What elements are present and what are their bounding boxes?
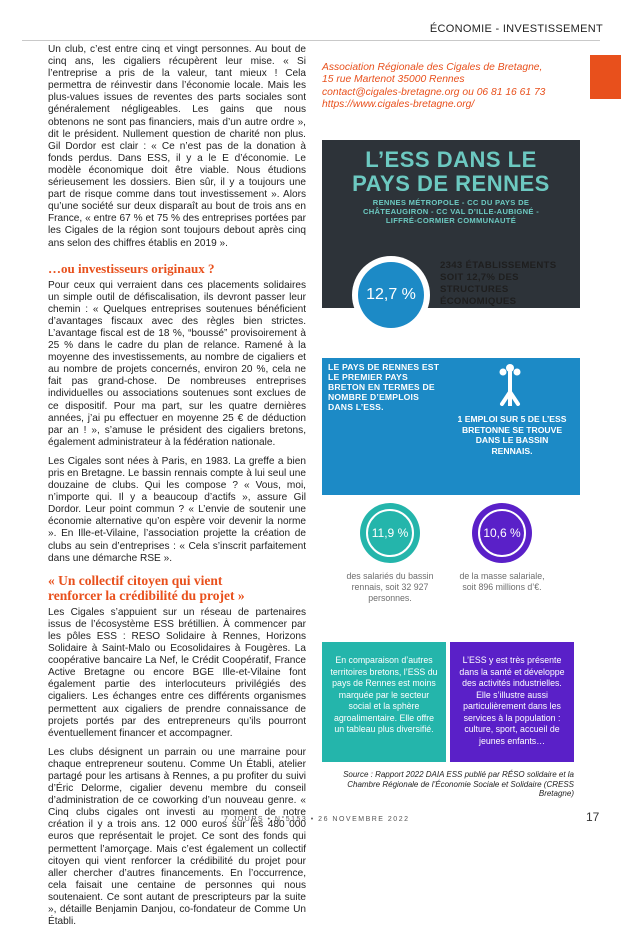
contact-block xyxy=(322,62,582,112)
subheading-line-2: renforcer la crédibilité du projet » xyxy=(48,587,245,603)
pct-circle-big-value: 12,7 % xyxy=(358,262,424,328)
box-purple: L’ESS y est très présente dans la santé et développe des activités industrielles. Elle s’illustre aussi particulièrement dans les services à la population : culture, sport, accueil de jeunes enfants… xyxy=(450,642,574,762)
blue-right-text: 1 EMPLOI SUR 5 DE L’ESS BRETONNE SE TROUVE DANS LE BASSIN RENNAIS. xyxy=(457,414,567,456)
infographic-title xyxy=(322,148,580,196)
paragraph-5: Les clubs désignent un parrain ou une marraine pour chaque entrepreneur soutenu. Comme Un Établi, atelier partagé pour les artisans à Rennes, a pu profiter du suivi d’Éric Delorme, cigalier devenu membre du conseil d’administration de ce coworking d’un nouveau genre. « Cinq clubs cigales ont investi au moment de notre création il y a trois ans. 12 000 euros sur les 480 000 euros que représentait le projet. Ce sont des fonds qui permettent l’amorçage. Mais c’est également un collectif citoyen qui vient renforcer la crédibilité du projet pour aller chercher d’autres financements. En l’occurrence, cela faisait une centaine de personnes qui nous soutenaient. Ce sont autant de prescripteurs par la suite », détaille Benjamin Danjou, co-fondateur de Comme Un Établi. xyxy=(48,746,306,928)
footer-issue: 7 JOURS • N°5153 • 26 NOVEMBRE 2022 xyxy=(224,816,410,823)
paragraph-4: Les Cigales s’appuient sur un réseau de partenaires issus de l’écosystème ESS brétillien. À commencer par les pôles ESS : RESO Solidaire à Rennes, Horizons Solidaire à Saint-Malo ou Ecosolidaires à Fougères. La coopérative bancaire La Nef, le Crédit Coopératif, France Active Bretagne ou encore BGE Ille-et-Vilaine font également partie des interlocuteurs privilégiés des cigaliers. Les échanges entre ces différents organismes permettent aux cigaliers de prendre connaissance de projets portés par des entrepreneurs qu’ils pourront éventuellement financer et accompagner. xyxy=(48,606,306,739)
title-line-1: L’ESS DANS LE xyxy=(365,147,537,172)
stat-text: 2343 ÉTABLISSEMENTS SOIT 12,7% DES STRUCTURES ÉCONOMIQUES xyxy=(440,260,557,307)
subheading-collectif xyxy=(48,573,306,603)
box-teal: En comparaison d’autres territoires bretons, l’ESS du pays de Rennes est moins marquée par le secteur social et la sphère agroalimentaire. Elle offre un tableau plus diversifié. xyxy=(322,642,446,762)
infographic xyxy=(322,140,580,675)
paragraph-1: Un club, c’est entre cinq et vingt personnes. Au bout de cinq ans, les cigaliers récupèrent leur mise. « Si l’entreprise a pris de la valeur, tant mieux ! Cela permettra de réinvestir dans l’économie locale. Mais les plus-values issues de reventes des parts sociales sont généralement négligeables. Les gains que nous obtenons ne sont pas financiers, mais d’un autre ordre », dit le président. Nullement question de charité non plus. Gil Dordor est clair : « Ce n’est pas de la donation à fonds perdus. Dans ESS, il y a le E d’économie. Le modèle économique doit être viable. Nous étudions sérieusement les dossiers. Bien sûr, il y a toujours une part de risque comme dans tout investissement ». Alors qu’une société sur deux disparaît au bout de trois ans en France, « entre 67 % et 75 % des entreprises portées par les Cigales de la région sont toujours debout après cinq ans selon des chiffres établis en 2019 ». xyxy=(48,44,306,249)
subheading-line-1: « Un collectif citoyen qui vient xyxy=(48,572,223,588)
caption-purple: de la masse salariale, soit 896 millions d’€. xyxy=(459,571,545,592)
pct-circle-purple xyxy=(472,503,532,563)
pct-purple-value: 10,6 % xyxy=(478,509,526,557)
header-divider xyxy=(22,40,600,41)
blue-left-text: LE PAYS DE RENNES EST LE PREMIER PAYS BRETON EN TERMES DE NOMBRE D’EMPLOIS DANS L’ESS. xyxy=(328,362,440,412)
contact-address: 15 rue Martenot 35000 Rennes xyxy=(322,74,465,86)
infographic-blue-band xyxy=(322,358,580,495)
pct-teal-value: 11,9 % xyxy=(366,509,414,557)
pct-circle-big xyxy=(352,256,430,334)
subtitle-line-3: LIFFRÉ-CORMIER COMMUNAUTÉ xyxy=(385,216,517,225)
caption-teal: des salariés du bassin rennais, soit 32 927 personnes. xyxy=(346,571,434,603)
paragraph-2: Pour ceux qui verraient dans ces placements solidaires un simple outil de défiscalisation, ils devront passer leur chemin : « Quelques entreprises soutenues bénéficient d’avantages fiscaux avec des règles bien strictes. L’avantage fiscal est de 18 %, “boussé” provisoirement à 25 % dans le cadre du plan de relance. Ramené à la moyenne des investissements, au nombre de cigaliers et au nombre de projets concernés, environ 20 %, cela ne fait pas grand-chose. De nombreuses entreprises individuelles ou associations soutenues sont exclues de ce dispositif. Pour ma part, sur les quatre dernières années, j’ai pu effectuer en moyenne 25 € de déduction par an ! », s’amuse le président des cigaliers bretons, également administrateur à la fédération nationale. xyxy=(48,279,306,448)
article-left-column xyxy=(48,44,306,935)
title-line-2: PAYS DE RENNES xyxy=(352,171,550,196)
infographic-subtitle xyxy=(322,198,580,225)
pct-circle-teal xyxy=(360,503,420,563)
ermine-icon xyxy=(490,362,530,406)
contact-email-phone[interactable]: contact@cigales-bretagne.org ou 06 81 16 61 73 xyxy=(322,86,546,98)
paragraph-3: Les Cigales sont nées à Paris, en 1983. La greffe a bien pris en Bretagne. Le bassin rennais compte à lui seul une douzaine de clubs. Qui les compose ? « Vous, moi, n’importe qui. Il y a beaucoup d’actifs », assure Gil Dordor. Leur point commun ? « L’envie de soutenir une économie alternative qu’on espère voir devenir la norme ». En Ille-et-Vilaine, l’association projette la création de clubs au sein d’entreprises : « Cela s’inscrit parfaitement dans une démarche RSE ». xyxy=(48,455,306,564)
page-number: 17 xyxy=(586,810,600,824)
orange-tab xyxy=(590,55,621,99)
subtitle-line-1: RENNES MÉTROPOLE - CC DU PAYS DE xyxy=(372,198,530,207)
contact-url[interactable]: https://www.cigales-bretagne.org/ xyxy=(322,99,475,111)
subheading-investors: …ou investisseurs originaux ? xyxy=(48,260,215,276)
source-note: Source : Rapport 2022 DAIA ESS publié par RÉSO solidaire et la Chambre Régionale de l’Économie Sociale et Solidaire (CRESS Bretagne) xyxy=(343,770,574,798)
subtitle-line-2: CHÂTEAUGIRON - CC VAL D’ILLE-AUBIGNÉ - xyxy=(362,207,540,216)
section-label: ÉCONOMIE - INVESTISSEMENT xyxy=(429,23,603,35)
contact-name: Association Régionale des Cigales de Bretagne, xyxy=(322,62,543,73)
